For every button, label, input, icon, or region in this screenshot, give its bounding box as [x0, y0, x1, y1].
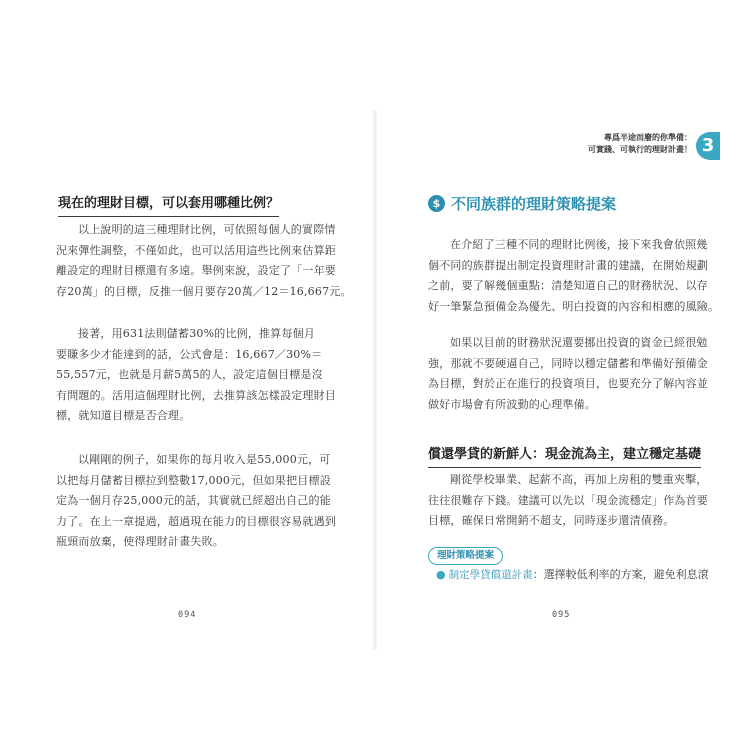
text-line: 況來彈性調整，不僅如此，也可以活用這些比例來估算距: [56, 243, 336, 257]
text-line: 存20萬」的目標，反推一個月要存20萬／12＝16,667元。: [56, 284, 352, 298]
text-line: 接著，用631法則儲蓄30%的比例，推算每個月: [78, 327, 316, 340]
left-section-heading: 現在的理財目標，可以套用哪種比例？: [58, 192, 279, 217]
dollar-circle-icon: $: [428, 195, 445, 212]
text-line: 個不同的族群提出制定投資理財計畫的建議，在開始規劃: [428, 258, 708, 272]
text-line: 定為一個月存25,000元的話，其實就已經超出自己的能: [56, 494, 331, 507]
right-subheading: 償還學貸的新鮮人：現金流為主，建立穩定基礎: [428, 443, 701, 468]
chapter-title: [588, 132, 692, 156]
text-line: 剛從學校畢業、起薪不高，再加上房租的雙重夾擊，: [450, 473, 708, 486]
text-line: 之前，要了解幾個重點：清楚知道自己的財務狀況、以存: [428, 279, 708, 292]
bullet-text: ：選擇較低利率的方案，避免利息滾: [532, 568, 709, 581]
left-paragraph-2: [56, 324, 336, 427]
right-paragraph-2: [428, 333, 708, 415]
text-line: 55,557元，也就是月薪5萬5的人，設定這個目標是沒: [56, 368, 323, 381]
text-line: 以上說明的這三種理財比例，可依照每個人的實際情: [78, 223, 336, 236]
text-line: 標，就知道目標是否合理。: [56, 409, 191, 422]
right-section-heading-text: 不同族群的理財策略提案: [451, 194, 617, 213]
text-line: 好一筆緊急預備金為優先、明白投資的內容和相應的風險。: [428, 299, 720, 313]
bullet-term: 制定學貸償還計畫: [448, 569, 533, 581]
text-line: 以剛剛的例子，如果你的每月收入是55,000元，可: [78, 453, 331, 466]
left-paragraph-3: [56, 450, 336, 553]
text-line: 為目標，對於正在進行的投資項目，也要充分了解內容並: [428, 377, 708, 390]
text-line: 目標，確保日常開銷不超支，同時逐步還清債務。: [428, 514, 675, 527]
text-line: 在介紹了三種不同的理財比例後，接下來我會依照幾: [450, 238, 708, 251]
text-line: 以把每月儲蓄目標拉到整數17,000元，但如果把目標設: [56, 473, 331, 487]
text-line: 力了。在上一章提過，超過現在能力的目標很容易就遇到: [56, 514, 336, 528]
page-number-right: 095: [552, 610, 571, 620]
text-line: 做好市場會有所波動的心理準備。: [428, 397, 596, 411]
text-line: 如果以目前的財務狀況還要挪出投資的資金已經很勉: [450, 336, 708, 349]
text-line: 強，那就不要硬逼自己，同時以穩定儲蓄和準備好預備金: [428, 356, 708, 370]
page-number-left: 094: [178, 610, 197, 620]
text-line: 往往很難存下錢。建議可以先以「現金流穩定」作為首要: [428, 493, 708, 507]
left-paragraph-1: [56, 220, 352, 302]
strategy-tag: 理財策略提案: [428, 547, 503, 565]
chapter-title-line-2: 可實踐、可執行的理財計畫！: [588, 145, 692, 154]
text-line: 有問題的。活用這個理財比例，去推算該怎樣設定理財目: [56, 388, 336, 402]
bullet-item: [436, 566, 709, 584]
right-section-heading: [428, 192, 616, 214]
bullet-dot-icon: ●: [436, 568, 446, 581]
chapter-number-badge: 3: [696, 132, 720, 160]
chapter-title-line-1: 專爲半途而廢的你準備：: [604, 133, 692, 142]
text-line: 要賺多少才能達到的話，公式會是：16,667／30%＝: [56, 347, 323, 361]
text-line: 離設定的理財目標還有多遠。舉例來說，設定了「一年要: [56, 264, 336, 277]
chapter-tab: [590, 132, 720, 166]
text-line: 瓶頸而放棄，使得理財計畫失敗。: [56, 535, 224, 548]
right-paragraph-1: [428, 235, 719, 317]
right-paragraph-3: [428, 470, 708, 532]
